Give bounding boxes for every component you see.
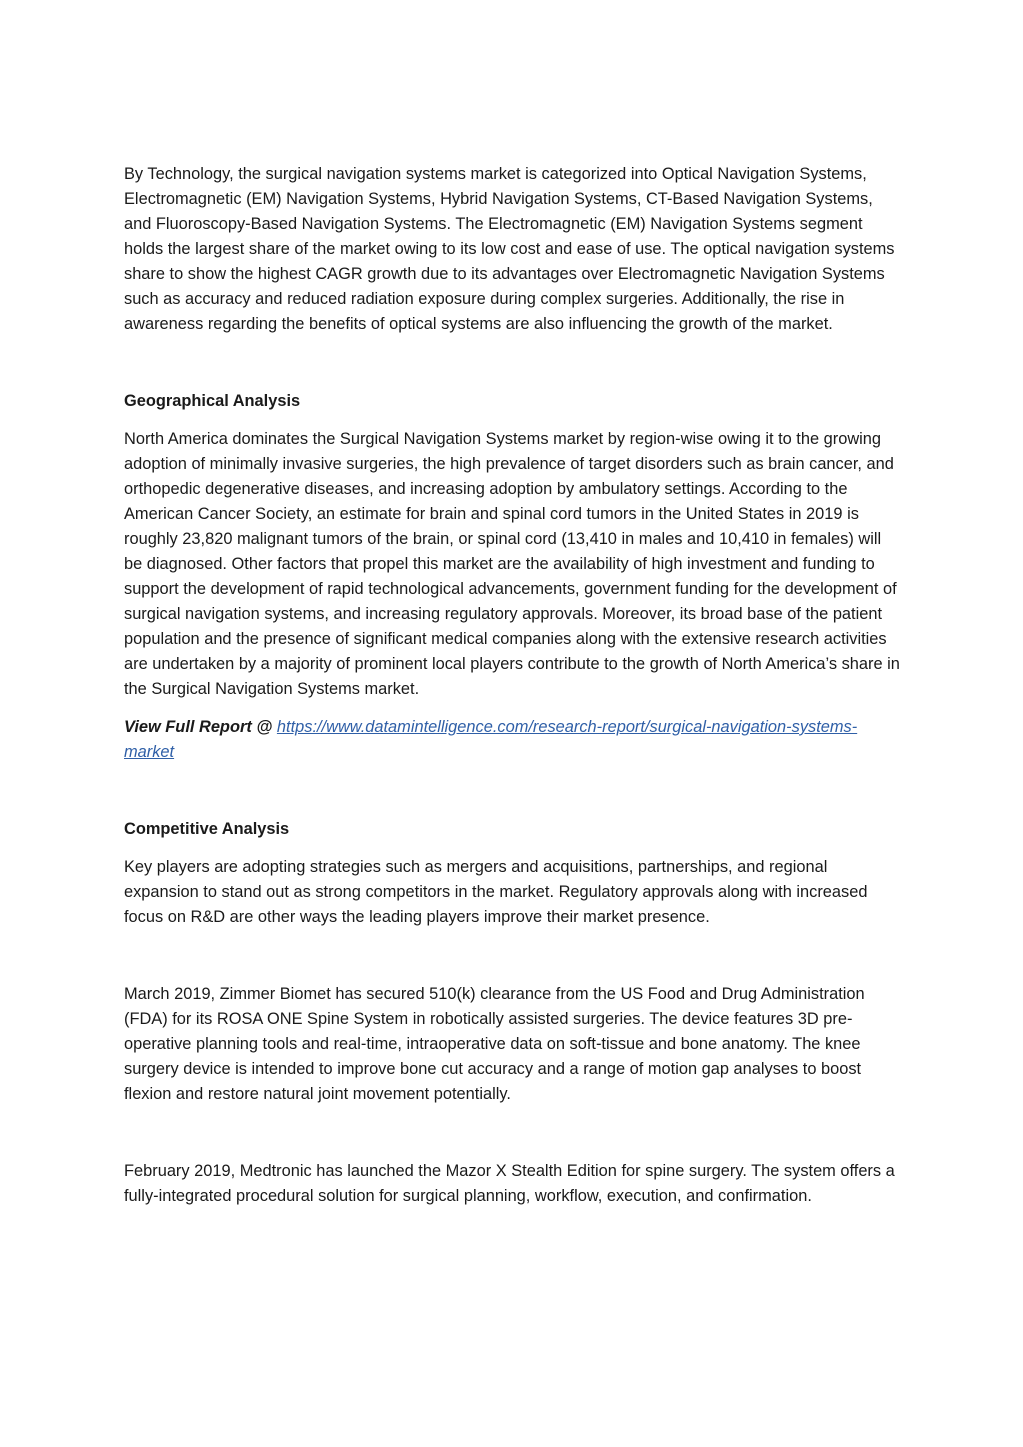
competitive-paragraph: Key players are adopting strategies such as mergers and acquisitions, partnerships, and regional expansion to stand out as strong competitors in the market. Regulatory approvals along with increased focus on R&D are other ways the leading players improve their market presence. (124, 858, 868, 926)
document-page (124, 162, 902, 1209)
view-full-report (124, 715, 902, 765)
geographical-heading: Geographical Analysis (124, 392, 301, 410)
technology-paragraph: By Technology, the surgical navigation systems market is categorized into Optical Navigation Systems, Electromagnetic (EM) Navigation Systems, Hybrid Navigation Systems, CT-Based Navigation Systems, and Fluoroscopy-Based Navigation Systems. The Electromagnetic (EM) Navigation Systems segment holds the largest share of the market owing to its low cost and ease of use. The optical navigation systems share to show the highest CAGR growth due to its advantages over Electromagnetic Navigation Systems such as accuracy and reduced radiation exposure during complex surgeries. Additionally, the rise in awareness regarding the benefits of optical systems are also influencing the growth of the market. (124, 165, 895, 333)
view-report-label: View Full Report @ (124, 718, 273, 736)
geographical-paragraph: North America dominates the Surgical Navigation Systems market by region-wise owing it to the growing adoption of minimally invasive surgeries, the high prevalence of target disorders such as brain cancer, and orthopedic degenerative diseases, and increasing adoption by ambulatory settings. According to the American Cancer Society, an estimate for brain and spinal cord tumors in the United States in 2019 is roughly 23,820 malignant tumors of the brain, or spinal cord (13,410 in males and 10,410 in females) will be diagnosed. Other factors that propel this market are the availability of high investment and funding to support the development of rapid technological advancements, government funding for the development of surgical navigation systems, and increasing regulatory approvals. Moreover, its broad base of the patient population and the presence of significant medical companies along with the extensive research activities are undertaken by a majority of prominent local players contribute to the growth of North America’s share in the Surgical Navigation Systems market. (124, 430, 900, 698)
news-item-zimmer: March 2019, Zimmer Biomet has secured 510(k) clearance from the US Food and Drug Administration (FDA) for its ROSA ONE Spine System in robotically assisted surgeries. The device features 3D pre-operative planning tools and real-time, intraoperative data on soft-tissue and bone anatomy. The knee surgery device is intended to improve bone cut accuracy and a range of motion gap analyses to boost flexion and restore natural joint movement potentially. (124, 985, 865, 1103)
competitive-section (124, 817, 902, 930)
geographical-section (124, 389, 902, 765)
view-report-link[interactable]: https://www.datamintelligence.com/research-report/surgical-navigation-systems-market (124, 718, 858, 761)
competitive-heading: Competitive Analysis (124, 820, 290, 838)
news-item-medtronic: February 2019, Medtronic has launched the Mazor X Stealth Edition for spine surgery. The system offers a fully-integrated procedural solution for surgical planning, workflow, execution, and confirmation. (124, 1162, 895, 1205)
